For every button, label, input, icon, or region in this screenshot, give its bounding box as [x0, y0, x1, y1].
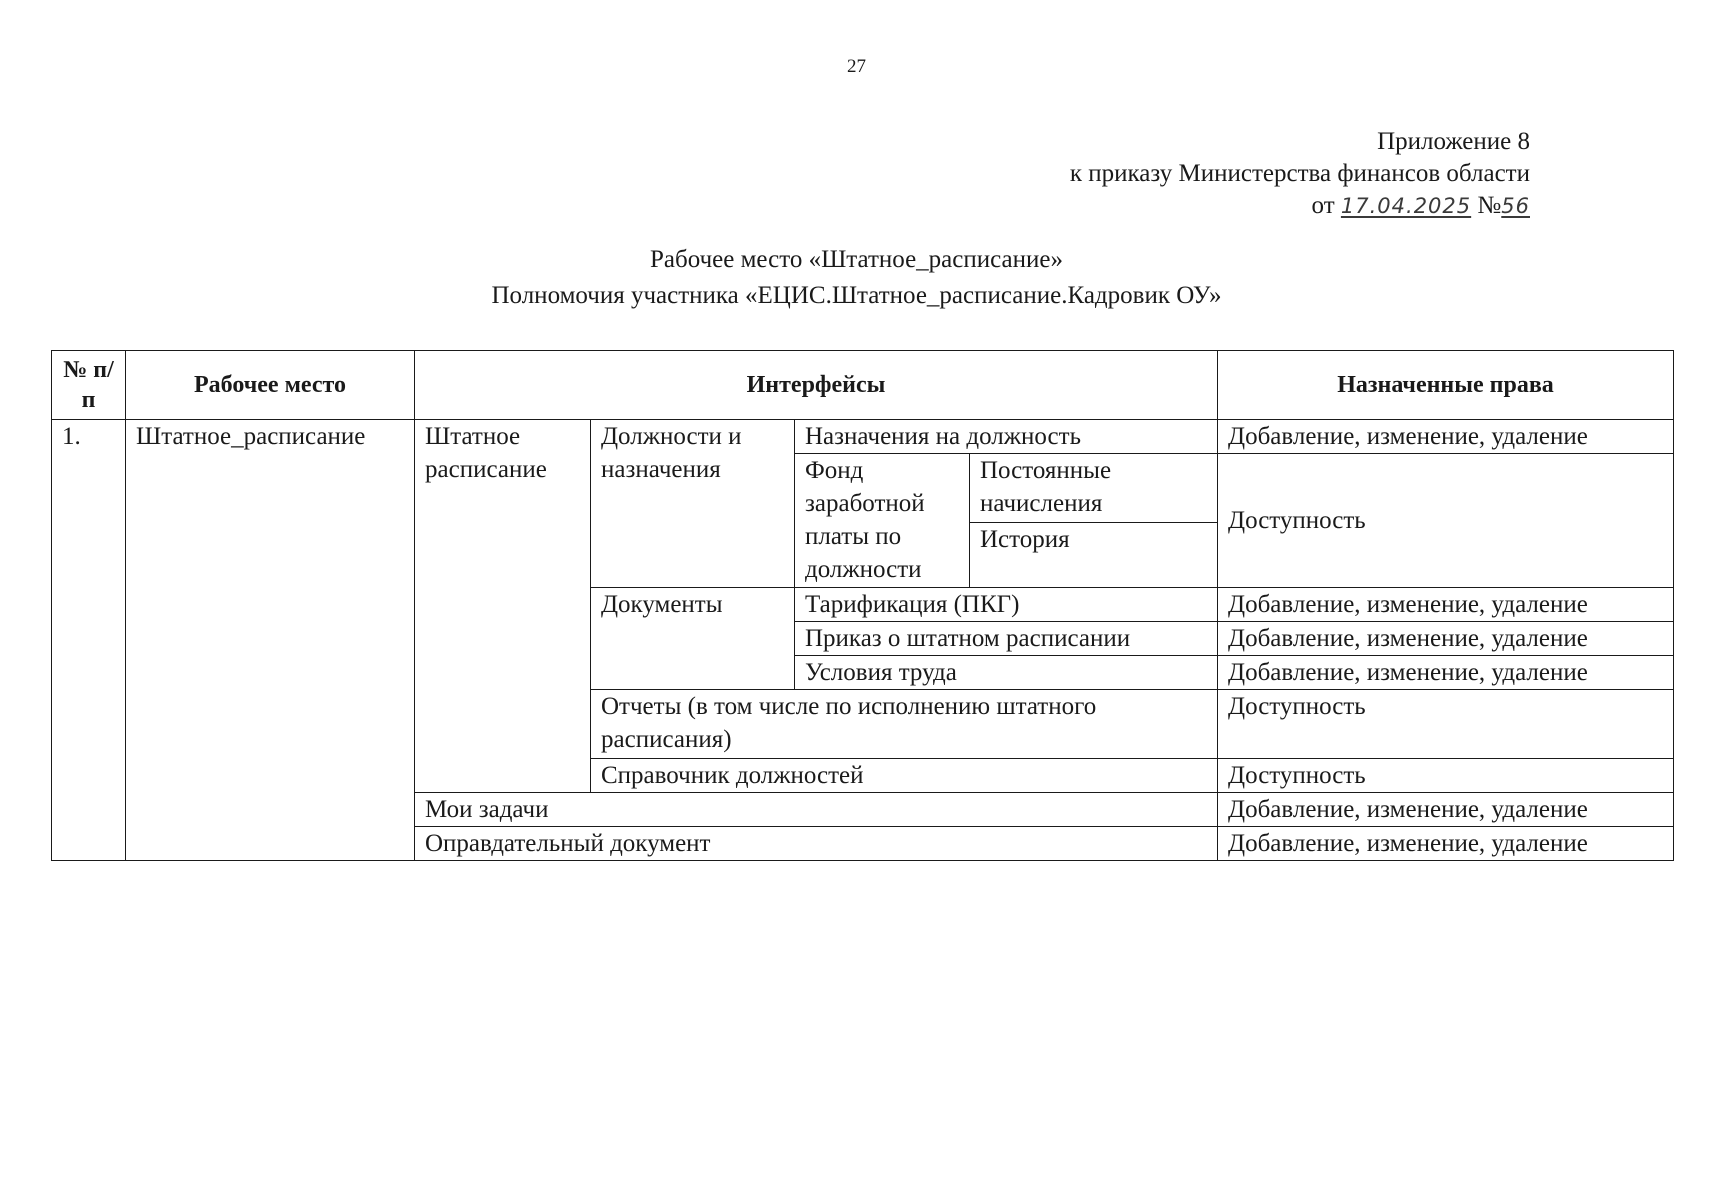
interface-staff-order: Приказ о штатном расписании	[795, 622, 1218, 656]
interface-my-tasks: Мои задачи	[415, 793, 1218, 827]
rights-my-tasks: Добавление, изменение, удаление	[1218, 793, 1674, 827]
interface-tariffication: Тарификация (ПКГ)	[795, 588, 1218, 622]
table-row	[52, 420, 1674, 454]
interface-appointments: Назначения на должность	[795, 420, 1218, 454]
interface-history: История	[970, 523, 1218, 588]
workplace-title: Рабочее место «Штатное_расписание»	[650, 246, 1063, 273]
interface-permanent-accruals: Постоянные начисления	[970, 454, 1218, 523]
rights-work-conditions: Добавление, изменение, удаление	[1218, 656, 1674, 690]
header-rights: Назначенные права	[1218, 351, 1674, 420]
rights-salary-fund: Доступность	[1218, 454, 1674, 588]
annex-from-label: от	[1311, 192, 1335, 219]
annex-header	[1070, 126, 1530, 222]
header-workplace: Рабочее место	[126, 351, 415, 420]
document-titles	[0, 242, 1713, 314]
page-number: 27	[847, 56, 866, 77]
rights-table	[51, 350, 1674, 861]
participant-rights-title: Полномочия участника «ЕЦИС.Штатное_расписание.Кадровик ОУ»	[491, 282, 1222, 309]
header-num: № п/п	[52, 351, 126, 420]
interface-justification-doc: Оправдательный документ	[415, 827, 1218, 861]
interface-work-conditions: Условия труда	[795, 656, 1218, 690]
rights-staff-order: Добавление, изменение, удаление	[1218, 622, 1674, 656]
rights-justification-doc: Добавление, изменение, удаление	[1218, 827, 1674, 861]
interface-salary-fund: Фонд заработной платы по должности	[795, 454, 970, 588]
annex-date-line	[1070, 190, 1530, 222]
table-header-row	[52, 351, 1674, 420]
interface-staff-schedule: Штатное расписание	[415, 420, 591, 793]
interface-reports: Отчеты (в том числе по исполнению штатного расписания)	[591, 690, 1218, 759]
row-workplace: Штатное_расписание	[126, 420, 415, 861]
annex-handwritten-date: 17.04.2025	[1340, 194, 1472, 218]
rights-appointments: Добавление, изменение, удаление	[1218, 420, 1674, 454]
header-interfaces: Интерфейсы	[415, 351, 1218, 420]
interface-documents-group: Документы	[591, 588, 795, 690]
rights-tariffication: Добавление, изменение, удаление	[1218, 588, 1674, 622]
annex-order-reference: к приказу Министерства финансов области	[1069, 160, 1530, 187]
interface-positions-group: Должности и назначения	[591, 420, 795, 588]
annex-title: Приложение 8	[1377, 128, 1530, 155]
rights-reports: Доступность	[1218, 690, 1674, 759]
row-number: 1.	[52, 420, 126, 861]
interface-positions-directory: Справочник должностей	[591, 759, 1218, 793]
annex-number-label: №	[1477, 192, 1502, 219]
rights-positions-directory: Доступность	[1218, 759, 1674, 793]
annex-handwritten-number: 56	[1501, 194, 1530, 218]
